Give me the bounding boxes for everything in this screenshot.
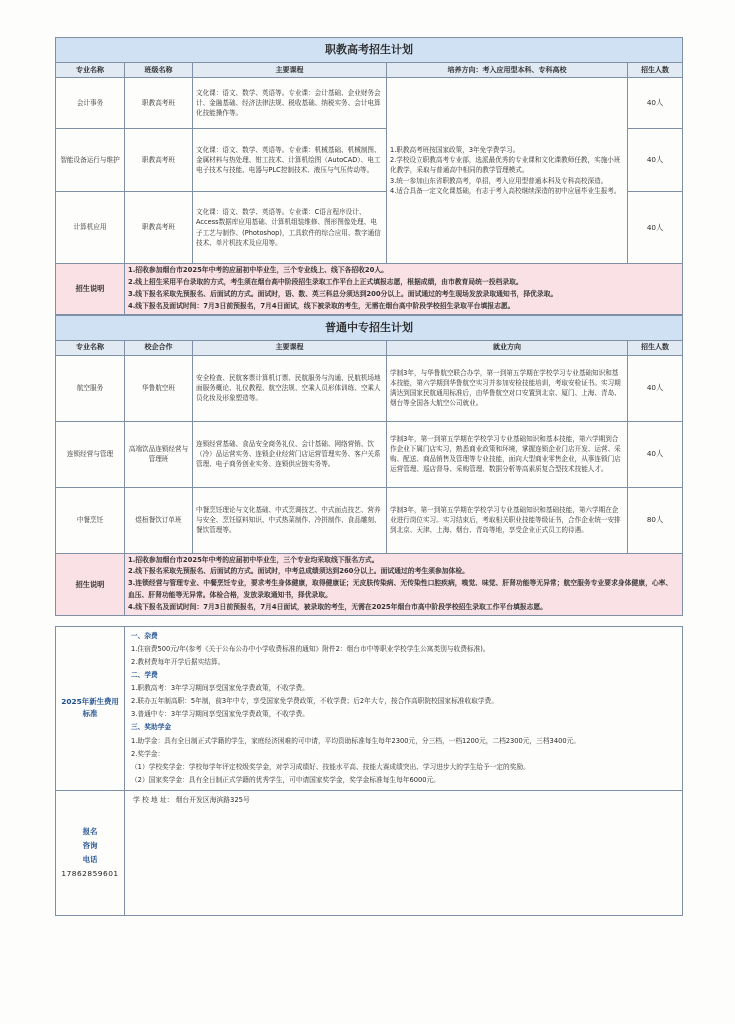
vocational-plan-title: 职教高考招生计划: [56, 38, 683, 63]
fee-item: 1.职教高考：3年学习期间享受国家免学费政策，不收学费。: [131, 684, 309, 693]
enrollment-document: [55, 37, 682, 916]
note-item: 4.线下报名及面试时间：7月3日前预报名，7月4日面试，被录取的考生，无需在2025年烟台市高中阶段学校招生录取工作平台填报志愿。: [128, 603, 547, 612]
header-class: 班级名称: [125, 63, 193, 78]
direction-item: 1.职教高考班按国家政策，3年免学费学习。: [390, 145, 520, 154]
contact-label-line: 报名: [82, 826, 98, 836]
major-name: 中餐烹饪: [56, 487, 125, 553]
main-courses: 中餐烹饪理论与文化基础、中式烹调技艺、中式面点技艺、营养与安全、烹饪原料知识、中式热菜制作、冷拼制作、食品雕刻、餐饮管理等。: [193, 487, 387, 553]
fees-table: [55, 626, 683, 916]
contact-label-line: 咨询: [82, 840, 98, 850]
note-item: 1.招收参加烟台市2025年中考的应届初中毕业生，三个专业线上、线下各招收20人。: [128, 266, 388, 274]
enrollment-count: 80人: [628, 487, 683, 553]
main-courses: 文化课：语文、数学、英语等。专业课：机械基础、机械制图、金属材料与热处理、钳工技术、计算机绘图（AutoCAD）、电工电子技术与技能、电器与PLC控制技术、液压与气压传动等。: [193, 129, 387, 192]
major-name: 航空服务: [56, 355, 125, 421]
fees-content: [125, 627, 683, 791]
career-direction: 学制3年，与华鲁航空联合办学，第一到第五学期在学校学习专业基础知识和基本技能，第六学期到华鲁航空实习并参加安检技能培训，考取安检证书。实习期满达到国家民航通用标准后，由华鲁航空对口安置到北京、厦门、上海、青岛、烟台等全国各大航空公司就业。: [387, 355, 628, 421]
major-name: 智能设备运行与维护: [56, 129, 125, 192]
enrollment-count: 40人: [628, 129, 683, 192]
major-name: 连锁经营与管理: [56, 421, 125, 487]
note-item: 3.线下报名采取先预报名、后面试的方式。面试时，语、数、英三科总分须达到200分以上。面试通过的考生现场发放录取通知书，择优录取。: [128, 289, 558, 298]
major-name: 会计事务: [56, 78, 125, 129]
general-plan-table: [55, 315, 683, 616]
contact-label-line: 电话: [82, 854, 98, 864]
class-name: 职教高考班: [125, 129, 193, 192]
career-direction: 学制3年，第一到第五学期在学校学习专业基础知识和基本技能，第六学期到合作企业下属门店实习，熟悉商业政策和环境，掌握连锁企业门店开发、运营、采购、配送、商品销售及管理等专业技能，面向大型商业零售企业，从事连锁门店运营管理、巡店督导、采购管理、数据分析等高素质复合型技术技能人才。: [387, 421, 628, 487]
enrollment-notes-label: 招生说明: [56, 553, 125, 615]
direction-item: 2.学校设立职教高考专业部，选派最优秀的专业课和文化课教师任教，实施小班化教学，采取与普通高中相同的教学管理模式。: [390, 156, 621, 175]
enrollment-notes: [125, 264, 683, 315]
career-direction: 学制3年，第一到第五学期在学校学习专业基础知识和基础技能，第六学期在企业进行岗位实习。实习结束后，考取相关职业技能等级证书，合作企业统一安排到北京、天津、上海、烟台、青岛等地，享受企业正式员工的待遇。: [387, 487, 628, 553]
note-item: 2.线下报名采取先预报名、后面试的方式。面试时，中考总成绩须达到260分以上。面试通过的考生须参加体检。: [128, 567, 469, 576]
fee-item: （2）国家奖学金：具有全日制正式学籍的优秀学生，可申请国家奖学金，奖学金标准每生每年6000元。: [131, 775, 440, 784]
note-item: 4.线下报名及面试时间：7月3日前预报名，7月4日面试，线下被录取的考生，无需在烟台高中阶段学校招生录取平台填报志愿。: [128, 301, 515, 310]
fee-section-heading: 三、奖助学金: [131, 723, 172, 732]
header-major: 专业名称: [56, 340, 125, 355]
header-major: 专业名称: [56, 63, 125, 78]
header-class: 校企合作: [125, 340, 193, 355]
fee-item: （1）学校奖学金：学校每学年评定校级奖学金，对学习成绩好、技能水平高、技能大赛成绩突出、学习进步大的学生给予一定的奖励。: [131, 762, 530, 771]
fee-item: 2.教材费每年开学后据实结算。: [131, 658, 225, 667]
general-plan-title: 普通中专招生计划: [56, 315, 683, 340]
vocational-plan-table: [55, 37, 683, 315]
header-courses: 主要课程: [193, 340, 387, 355]
contact-phone[interactable]: 17862859601: [61, 868, 119, 878]
enrollment-count: 40人: [628, 78, 683, 129]
partner-name: 华鲁航空班: [125, 355, 193, 421]
fee-section-heading: 一、杂费: [131, 632, 158, 641]
fee-item: 2.联办五年制高职：5年制，前3年中专，享受国家免学费政策，不收学费；后2年大专，按合作高职院校国家标准收取学费。: [131, 697, 498, 706]
enrollment-count: 40人: [628, 192, 683, 264]
fee-item: 1.住宿费500元/年(参考《关于公布公办中小学收费标准的通知》附件2：烟台市中等职业学校学生公寓类别与收费标准)。: [131, 645, 490, 654]
enrollment-count: 40人: [628, 421, 683, 487]
main-courses: 文化课：语文、数学、英语等。专业课：C语言程序设计、Access数据库应用基础、计算机组装维修、图形图像处理、电子工艺与制作、(Photoshop)，工具软件的综合应用、数字通信技术、单片机技术及应用等。: [193, 192, 387, 264]
header-direction: 就业方向: [387, 340, 628, 355]
fee-item: 3.普通中专：3年学习期间享受国家免学费政策，不收学费。: [131, 710, 309, 719]
major-name: 计算机应用: [56, 192, 125, 264]
direction-item: 3.统一参加山东省职教高考，单招，考入应用型普通本科及专科高校深造。: [390, 176, 608, 185]
note-item: 1.招收参加烟台市2025年中考的应届初中毕业生，三个专业均采取线下报名方式。: [128, 555, 379, 564]
fee-section-heading: 二、学费: [131, 671, 158, 680]
fee-item: 2.奖学金：: [131, 749, 165, 758]
fees-label: 2025年新生费用标准: [56, 627, 125, 791]
header-direction: 培养方向：考入应用型本科、专科高校: [387, 63, 628, 78]
contact-label: [56, 790, 125, 915]
enrollment-count: 40人: [628, 355, 683, 421]
main-courses: 文化课：语文、数学、英语等。专业课：会计基础、企业财务会计、金融基础、经济法律法规、税收基础、纳税实务、会计电算化技能操作等。: [193, 78, 387, 129]
class-name: 职教高考班: [125, 78, 193, 129]
school-address: 学 校 地 址： 烟台开发区海滨路325号: [125, 790, 683, 915]
main-courses: 安全检查、民航客票计算机订票、民航服务与沟通、民航机场地面服务概论、礼仪教程、航空法规、空乘人员形体训练、空乘人员化妆及形象塑造等。: [193, 355, 387, 421]
header-count: 招生人数: [628, 340, 683, 355]
header-courses: 主要课程: [193, 63, 387, 78]
class-name: 职教高考班: [125, 192, 193, 264]
training-direction: [387, 78, 628, 264]
enrollment-notes: [125, 553, 683, 615]
fee-item: 1.助学金：具有全日制正式学籍的学生，家庭经济困难的可申请，平均资助标准每生每年2300元，分三档，一档1200元，二档2300元，三档3400元。: [131, 736, 580, 745]
main-courses: 连锁经营基础、食品安全商务礼仪、会计基础、网络营销、饮（冷）品运营实务、连锁企业经营门店运营管理实务、客户关系管理、电子商务创业实务、连锁供应链实务等。: [193, 421, 387, 487]
note-item: 3.连锁经营与管理专业、中餐烹饪专业，要求考生身体健康，取得健康证；无皮肤传染病、无传染性口腔疾病，嗅觉、味觉、肝肾功能等无异常；航空服务专业要求身体健康，心率、血压、肝肾功能等无异常。体检合格，发放录取通知书，择优录取。: [128, 579, 673, 600]
partner-name: 高端饮品连锁经营与管理班: [125, 421, 193, 487]
header-count: 招生人数: [628, 63, 683, 78]
direction-item: 4.适合具备一定文化课基础，有志于考入高校继续深造的初中应届毕业生报考。: [390, 186, 621, 195]
enrollment-notes-label: 招生说明: [56, 264, 125, 315]
note-item: 2.线上招生采用平台录取的方式，考生须在烟台高中阶段招生录取工作平台上正式填报志愿，根据成绩，由市教育局统一投档录取。: [128, 277, 523, 286]
partner-name: 煜桓餐饮订单班: [125, 487, 193, 553]
